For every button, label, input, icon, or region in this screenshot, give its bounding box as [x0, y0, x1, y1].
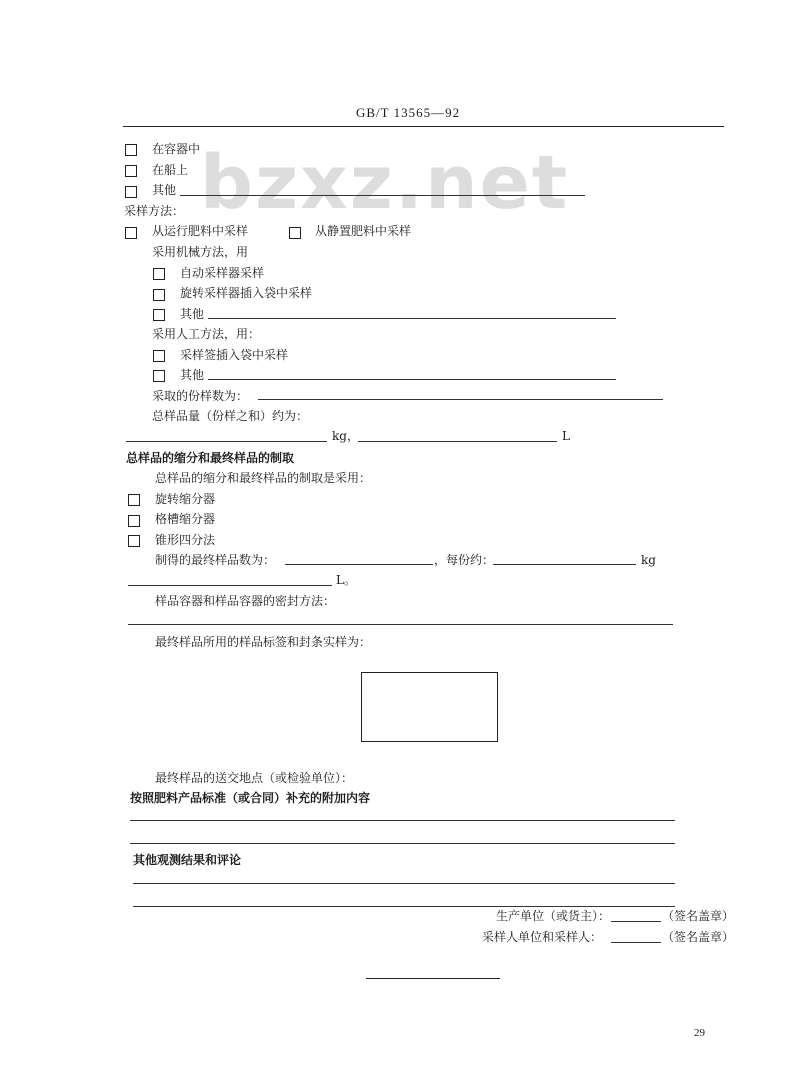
each-amount-label: ，每份约： — [434, 553, 495, 567]
producer-seal: （签名盖章） — [662, 909, 735, 923]
option-manual-other: 其他 — [180, 368, 205, 382]
observations-heading: 其他观测结果和评论 — [133, 853, 242, 867]
sampler-seal: （签名盖章） — [662, 930, 735, 944]
option-location-other: 其他 — [152, 183, 177, 197]
total-amount-label: 总样品量（份样之和）约为： — [152, 409, 309, 423]
observations-line-1 — [133, 883, 675, 884]
producer-label: 生产单位（或货主）： — [496, 909, 611, 923]
final-count-line — [285, 564, 433, 565]
option-auto-sampler: 自动采样器采样 — [180, 266, 265, 280]
checkbox-probe[interactable] — [153, 350, 165, 362]
option-rotary-sampler: 旋转采样器插入袋中采样 — [180, 286, 313, 300]
option-riffle-divider: 格槽缩分器 — [155, 512, 216, 526]
each-amount-line — [493, 564, 636, 565]
checkbox-location-other[interactable] — [125, 186, 137, 198]
checkbox-auto-sampler[interactable] — [153, 268, 165, 280]
page-number: 29 — [694, 1027, 705, 1039]
total-l-line — [358, 441, 557, 442]
location-other-line — [180, 195, 585, 196]
total-kg-unit: kg， — [332, 429, 359, 443]
option-cone-quarter: 锥形四分法 — [155, 533, 216, 547]
watermark: bzxz.net — [200, 140, 570, 226]
checkbox-rotary-sampler[interactable] — [153, 289, 165, 301]
end-rule — [366, 978, 500, 979]
checkbox-from-static[interactable] — [289, 227, 301, 239]
option-probe: 采样签插入袋中采样 — [180, 348, 289, 362]
each-l-line — [128, 585, 332, 586]
checkbox-rotary-divider[interactable] — [128, 494, 140, 506]
container-seal-label: 样品容器和样品容器的密封方法： — [155, 594, 336, 608]
option-in-container: 在容器中 — [152, 142, 201, 156]
label-sample-label: 最终样品所用的样品标签和封条实样为： — [155, 635, 372, 649]
option-from-static: 从静置肥料中采样 — [315, 224, 412, 238]
mechanical-method-label: 采用机械方法，用 — [152, 245, 249, 259]
manual-method-label: 采用人工方法，用： — [152, 327, 261, 341]
option-mech-other: 其他 — [180, 307, 205, 321]
increments-line — [258, 399, 663, 400]
each-amount-unit-l: L。 — [336, 573, 356, 587]
final-count-label: 制得的最终样品数为： — [155, 553, 276, 567]
option-on-ship: 在船上 — [152, 163, 189, 177]
sampling-method-label: 采样方法： — [124, 204, 185, 218]
reduction-intro: 总样品的缩分和最终样品的制取是采用： — [155, 471, 372, 485]
manual-other-line — [208, 379, 616, 380]
checkbox-from-moving[interactable] — [125, 227, 137, 239]
sampler-sign-line — [611, 942, 661, 943]
checkbox-mech-other[interactable] — [153, 309, 165, 321]
mech-other-line — [208, 318, 616, 319]
standard-number: GB/T 13565—92 — [356, 105, 461, 120]
checkbox-cone-quarter[interactable] — [128, 535, 140, 547]
each-amount-unit-kg: kg — [641, 553, 656, 567]
option-from-moving: 从运行肥料中采样 — [152, 224, 249, 238]
option-rotary-divider: 旋转缩分器 — [155, 492, 216, 506]
sampler-label: 采样人单位和采样人： — [482, 930, 603, 944]
additional-line-1 — [130, 820, 675, 821]
delivery-label: 最终样品的送交地点（或检验单位）： — [155, 771, 354, 785]
additional-line-2 — [130, 843, 675, 844]
checkbox-riffle-divider[interactable] — [128, 515, 140, 527]
checkbox-in-container[interactable] — [125, 144, 137, 156]
checkbox-on-ship[interactable] — [125, 165, 137, 177]
additional-heading: 按照肥料产品标准（或合同）补充的附加内容 — [130, 791, 371, 805]
producer-sign-line — [611, 921, 661, 922]
checkbox-manual-other[interactable] — [153, 370, 165, 382]
header-rule — [123, 126, 724, 127]
label-sample-box[interactable] — [361, 672, 498, 742]
container-seal-line — [128, 624, 673, 625]
total-kg-line — [126, 441, 327, 442]
total-l-unit: L — [562, 429, 570, 443]
reduction-heading: 总样品的缩分和最终样品的制取 — [126, 451, 295, 465]
increments-label: 采取的份样数为： — [152, 389, 249, 403]
observations-line-2 — [133, 906, 675, 907]
